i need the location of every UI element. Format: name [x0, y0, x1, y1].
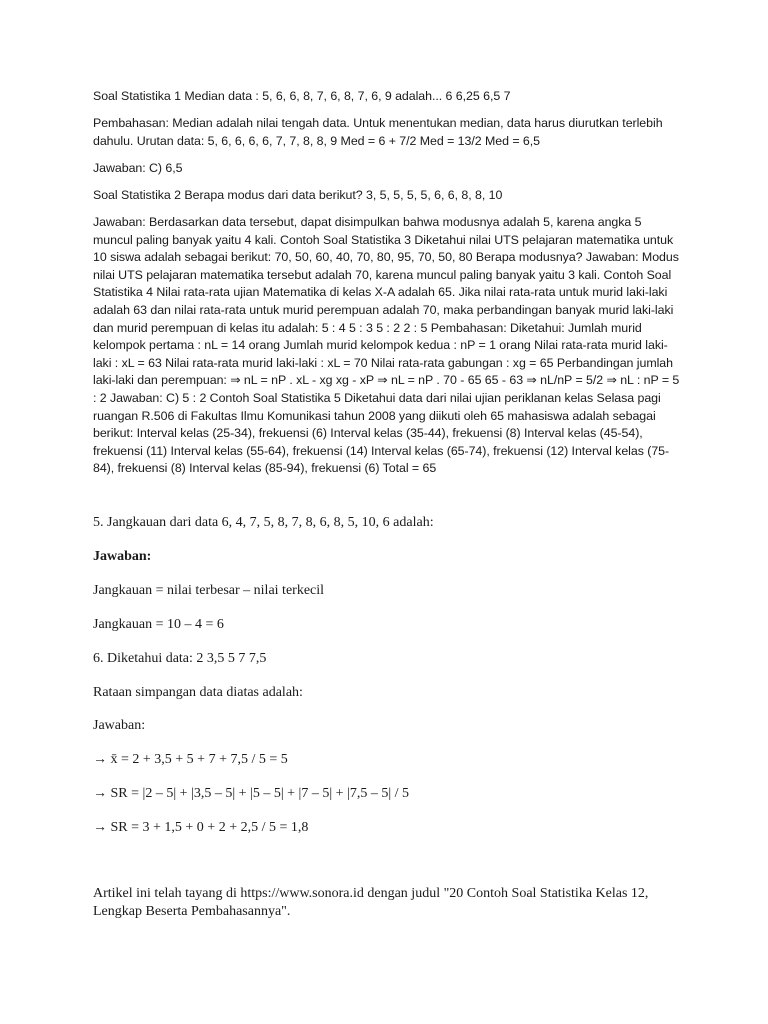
document-body-sans: [93, 88, 683, 487]
paragraph-jawaban-1: Jawaban: C) 6,5: [93, 160, 183, 175]
step-sr-result: → SR = 3 + 1,5 + 0 + 2 + 2,5 / 5 = 1,8: [93, 820, 309, 835]
jawaban-heading: Jawaban:: [93, 549, 152, 564]
question-6: 6. Diketahui data: 2 3,5 5 7 7,5: [93, 651, 267, 666]
source-attribution: Artikel ini telah tayang di https://www.sonora.id dengan judul "20 Contoh Soal Statistika Kelas 12, Lengkap Beserta Pembahasannya".: [93, 886, 649, 919]
paragraph-soal-2: Soal Statistika 2 Berapa modus dari data berikut? 3, 5, 5, 5, 5, 6, 6, 8, 8, 10: [93, 187, 503, 202]
rataan-question: Rataan simpangan data diatas adalah:: [93, 685, 303, 700]
paragraph-pembahasan-1: Pembahasan: Median adalah nilai tengah data. Untuk menentukan median, data harus diurutkan terlebih dahulu. Urutan data: 5, 6, 6, 6, 6, 7, 7, 8, 8, 9 Med = 6 + 7/2 Med = 13/2 Med = 6,5: [93, 116, 663, 148]
step-sr-formula: → SR = |2 – 5| + |3,5 – 5| + |5 – 5| + |7 – 5| + |7,5 – 5| / 5: [93, 786, 410, 801]
step-mean: → x̄ = 2 + 3,5 + 5 + 7 + 7,5 / 5 = 5: [93, 752, 288, 767]
paragraph-soal-1: Soal Statistika 1 Median data : 5, 6, 6, 8, 7, 6, 8, 7, 6, 9 adalah... 6 6,25 6,5 7: [93, 89, 511, 103]
question-5: 5. Jangkauan dari data 6, 4, 7, 5, 8, 7, 8, 6, 8, 5, 10, 6 adalah:: [93, 515, 434, 530]
paragraph-long-answer: Jawaban: Berdasarkan data tersebut, dapat disimpulkan bahwa modusnya adalah 5, karena angka 5 muncul paling banyak yaitu 4 kali. Contoh Soal Statistika 3 Diketahui nilai UTS pelajaran matematika untuk 10 siswa adalah sebagai berikut: 70, 50, 60, 40, 70, 80, 95, 70, 50, 80 Berapa modusnya? Jawaban: Modus nilai UTS pelajaran matematika tersebut adalah 70, karena muncul paling banyak yaitu 3 kali. Contoh Soal Statistika 4 Nilai rata-rata ujian Matematika di kelas X-A adalah 65. Jika nilai rata-rata untuk murid laki-laki adalah 63 dan nilai rata-rata untuk murid perempuan adalah 70, maka perbandingan banyak murid laki-laki dan murid perempuan di kelas itu adalah: 5 : 4 5 : 3 5 : 2 2 : 5 Pembahasan: Diketahui: Jumlah murid kelompok pertama : nL = 14 orang Jumlah murid kelompok kedua : nP = 1 orang Nilai rata-rata murid laki-laki : xL = 63 Nilai rata-rata murid laki-laki : xL = 70 Nilai rata-rata gabungan : xg = 65 Perbandingan jumlah laki-laki dan perempuan: ⇒ nL = nP . xL - xg xg - xP ⇒ nL = nP . 70 - 65 65 - 63 ⇒ nL/nP = 5/2 ⇒ nL : nP = 5 : 2 Jawaban: C) 5 : 2 Contoh Soal Statistika 5 Diketahui data dari nilai ujian periklanan kelas Selasa pagi ruangan R.506 di Fakultas Ilmu Komunikasi tahun 2008 yang diikuti oleh 65 mahasiswa adalah sebagai berikut: Interval kelas (25-34), frekuensi (6) Interval kelas (35-44), frekuensi (8) Interval kelas (45-54), frekuensi (11) Interval kelas (55-64), frekuensi (14) Interval kelas (65-74), frekuensi (12) Interval kelas (75-84), frekuensi (8) Interval kelas (85-94), frekuensi (6) Total = 65: [93, 214, 680, 476]
jangkauan-formula: Jangkauan = nilai terbesar – nilai terkecil: [93, 583, 325, 598]
jangkauan-calc: Jangkauan = 10 – 4 = 6: [93, 617, 224, 632]
jawaban-label: Jawaban:: [93, 718, 146, 733]
